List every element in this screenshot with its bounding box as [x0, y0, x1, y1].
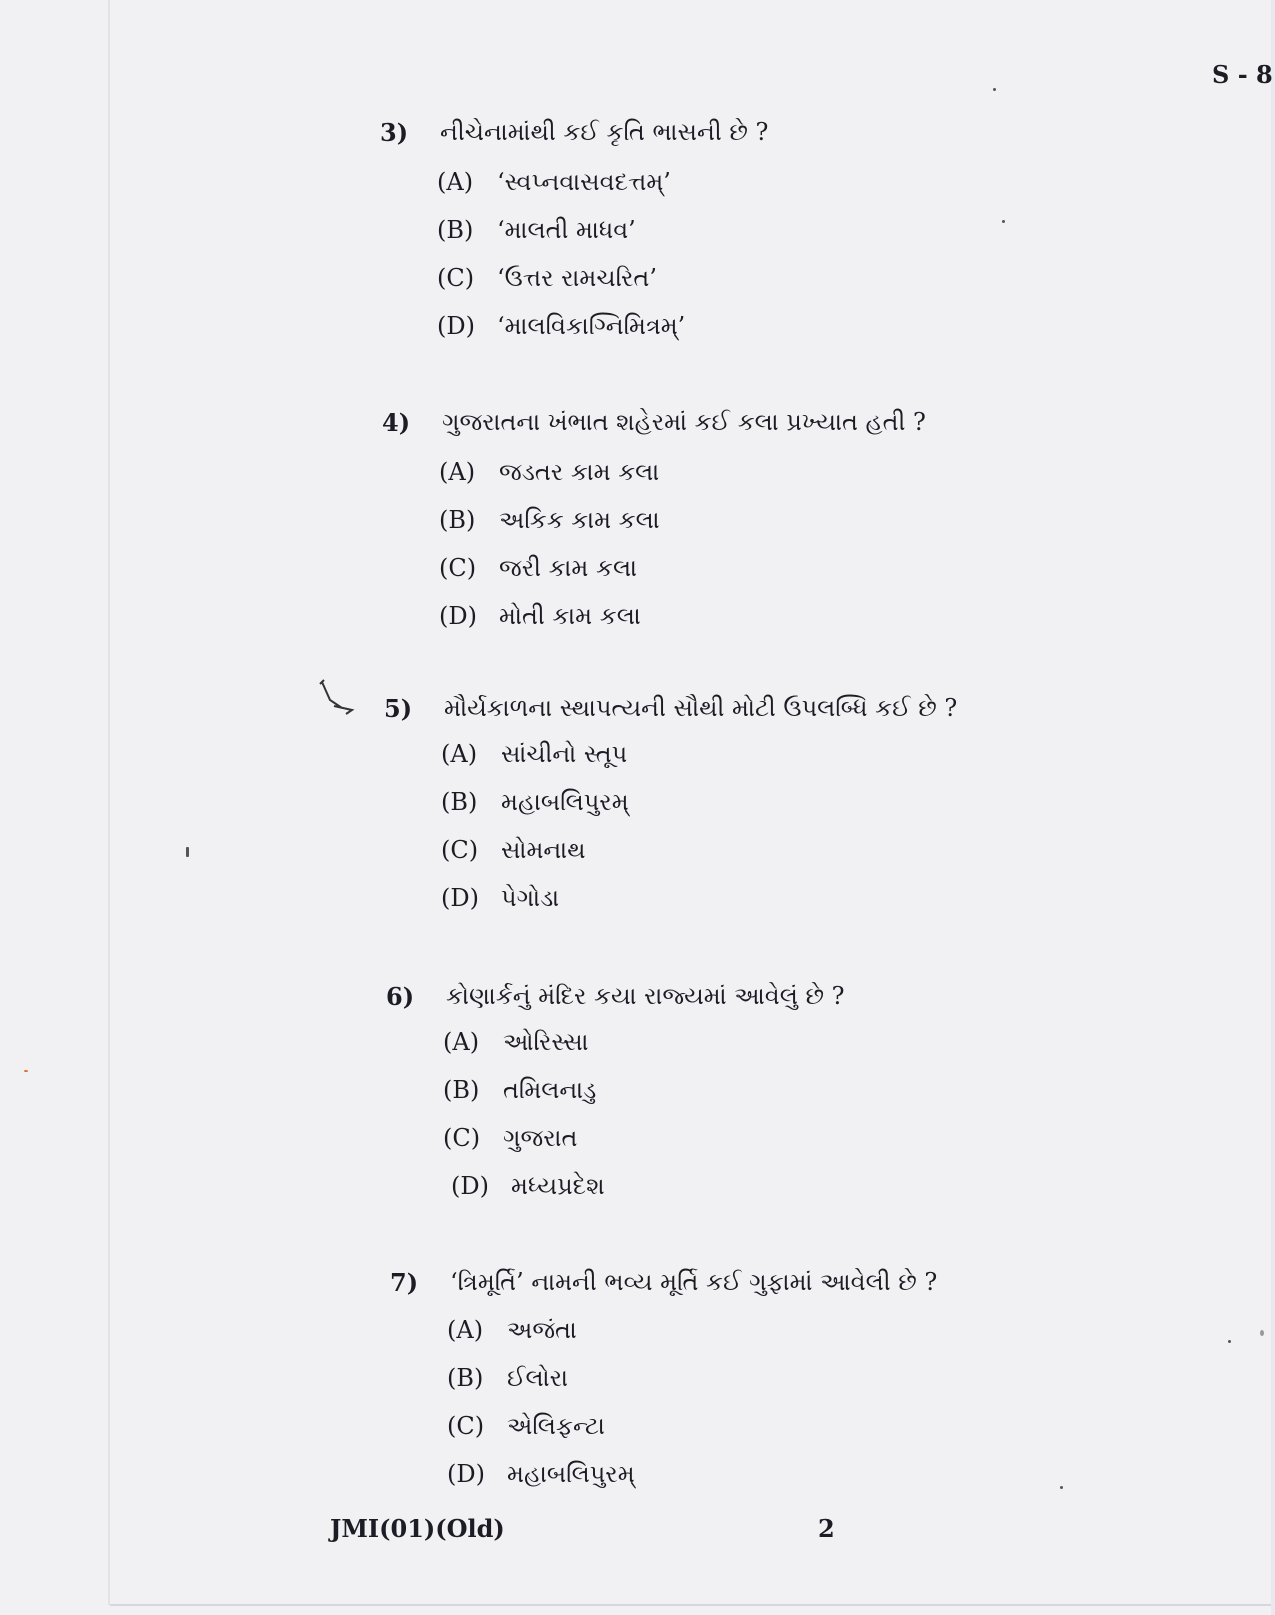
option-b	[439, 506, 660, 534]
option-letter: (B)	[441, 788, 478, 816]
option-letter: (A)	[437, 168, 474, 196]
option-d	[441, 884, 559, 912]
option-letter: (C)	[437, 264, 475, 292]
option-b	[443, 1076, 596, 1104]
scan-speck	[24, 1070, 28, 1072]
option-letter: (C)	[441, 836, 479, 864]
option-text: અજંતા	[507, 1316, 577, 1344]
scan-speck	[993, 88, 996, 91]
option-letter: (A)	[441, 740, 478, 768]
option-text: ‘માલતી માધવ’	[497, 216, 636, 244]
option-text: પેગોડા	[501, 884, 560, 912]
question-number: 5)	[384, 694, 413, 723]
scan-speck	[1060, 1486, 1063, 1489]
option-letter: (C)	[439, 554, 477, 582]
page-bottom-edge	[110, 1604, 1275, 1606]
option-letter: (D)	[441, 884, 479, 912]
option-letter: (D)	[447, 1460, 485, 1488]
option-text: જરી કામ કલા	[499, 554, 637, 582]
option-a	[443, 1028, 589, 1056]
option-letter: (B)	[443, 1076, 480, 1104]
option-text: ‘સ્વપ્નવાસવદત્તમ્’	[497, 168, 671, 196]
option-a	[441, 740, 627, 768]
option-text: મધ્યપ્રદેશ	[511, 1172, 605, 1200]
option-d	[439, 602, 641, 630]
question-number: 7)	[390, 1268, 419, 1297]
option-text: ઈલોરા	[507, 1364, 568, 1392]
option-d	[451, 1172, 605, 1200]
option-text: અકિક કામ કલા	[499, 506, 660, 534]
option-text: સાંચીનો સ્તૂપ	[501, 740, 628, 768]
option-b	[437, 216, 636, 244]
question-number: 4)	[382, 408, 411, 437]
question-number: 6)	[386, 982, 415, 1011]
option-letter: (D)	[437, 312, 475, 340]
option-c	[437, 264, 657, 292]
option-text: એલિફન્ટા	[507, 1412, 605, 1440]
option-c	[447, 1412, 605, 1440]
page-left-edge	[108, 0, 110, 1605]
question-number: 3)	[380, 118, 409, 147]
question-text: મૌર્યકાળના સ્થાપત્યની સૌથી મોટી ઉપલબ્ધિ કઈ છે ?	[444, 694, 958, 722]
option-text: ઓરિસ્સા	[503, 1028, 589, 1056]
option-a	[439, 458, 659, 486]
option-letter: (D)	[451, 1172, 489, 1200]
scan-speck	[1002, 220, 1005, 223]
page-code: S - 8	[1212, 60, 1273, 89]
option-letter: (B)	[439, 506, 476, 534]
question-text: નીચેનામાંથી કઈ કૃતિ ભાસની છે ?	[440, 118, 769, 146]
option-b	[441, 788, 629, 816]
question-text: ગુજરાતના ખંભાત શહેરમાં કઈ કલા પ્રખ્યાત હતી ?	[442, 408, 926, 436]
option-letter: (C)	[443, 1124, 481, 1152]
scan-speck	[186, 847, 189, 857]
option-text: તમિલનાડુ	[503, 1076, 597, 1104]
scan-speck	[1260, 1330, 1264, 1336]
option-text: મોતી કામ કલા	[499, 602, 641, 630]
option-b	[447, 1364, 568, 1392]
option-text: સોમનાથ	[501, 836, 586, 864]
option-text: જડતર કામ કલા	[499, 458, 660, 486]
option-a	[447, 1316, 577, 1344]
option-letter: (A)	[443, 1028, 480, 1056]
question-text: કોણાર્કનું મંદિર કયા રાજ્યમાં આવેલું છે ?	[446, 982, 845, 1010]
option-c	[439, 554, 637, 582]
option-d	[437, 312, 685, 340]
option-letter: (C)	[447, 1412, 485, 1440]
option-d	[447, 1460, 635, 1488]
option-letter: (A)	[439, 458, 476, 486]
page-number: 2	[818, 1514, 835, 1543]
scan-speck	[1228, 1340, 1231, 1343]
option-text: ‘માલવિકાગ્નિમિત્રમ્’	[497, 312, 686, 340]
paper-code: JMI(01)(Old)	[330, 1514, 505, 1543]
option-a	[437, 168, 671, 196]
page-right-edge	[1271, 0, 1275, 1615]
option-letter: (B)	[447, 1364, 484, 1392]
option-text: ‘ઉત્તર રામચરિત’	[497, 264, 657, 292]
pen-tick-mark	[316, 678, 362, 718]
option-letter: (D)	[439, 602, 477, 630]
option-text: મહાબલિપુરમ્	[501, 788, 629, 816]
question-text: ‘ત્રિમૂર્તિ’ નામની ભવ્ય મૂર્તિ કઈ ગુફામાં આવેલી છે ?	[450, 1268, 938, 1296]
option-c	[443, 1124, 577, 1152]
option-text: મહાબલિપુરમ્	[507, 1460, 635, 1488]
option-c	[441, 836, 586, 864]
option-text: ગુજરાત	[503, 1124, 578, 1152]
option-letter: (B)	[437, 216, 474, 244]
option-letter: (A)	[447, 1316, 484, 1344]
